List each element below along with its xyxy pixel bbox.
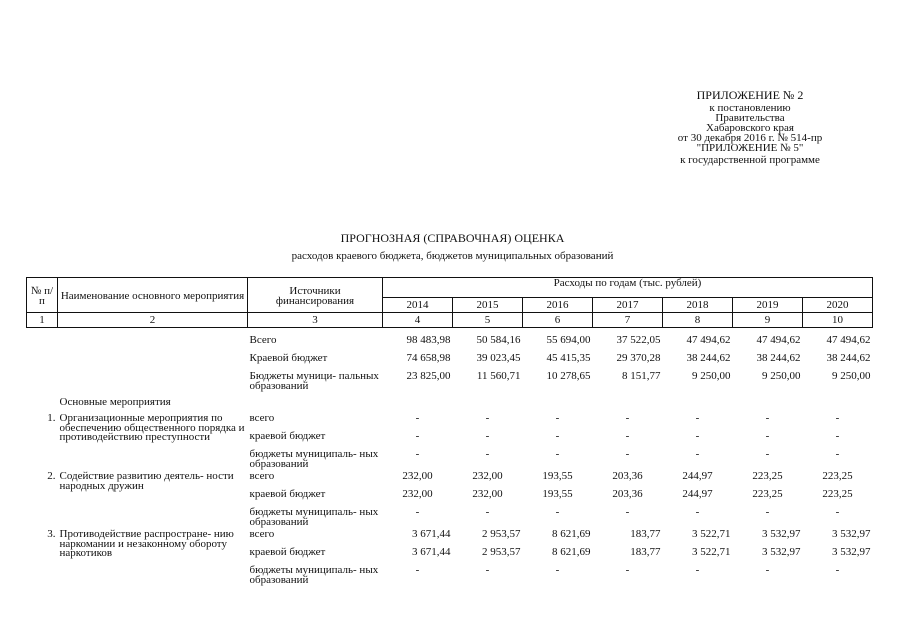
header-year: 2015 [453, 298, 523, 313]
value-cell: - [625, 448, 630, 460]
value-cell: - [765, 564, 770, 576]
value-cell: 3 532,97 [762, 528, 801, 540]
column-number: 9 [733, 313, 803, 328]
value-cell: 38 244,62 [756, 352, 801, 364]
value-cell: 232,00 [472, 470, 503, 482]
source-cell: Всего [249, 334, 277, 346]
value-cell: 223,25 [752, 488, 783, 500]
source-cell: Краевой бюджет [249, 352, 328, 364]
source-cell: всего [249, 528, 275, 540]
value-cell: - [765, 412, 770, 424]
value-cell: - [835, 448, 840, 460]
value-cell: 8 151,77 [622, 370, 661, 382]
value-cell: 45 415,35 [546, 352, 591, 364]
value-cell: 2 953,57 [482, 528, 521, 540]
value-cell: - [765, 506, 770, 518]
value-cell: - [835, 564, 840, 576]
source-cell: бюджеты муниципаль- ных образований [249, 564, 379, 586]
value-cell: 3 671,44 [412, 546, 451, 558]
value-cell: 3 532,97 [832, 546, 871, 558]
value-cell: 10 278,65 [546, 370, 591, 382]
value-cell: 203,36 [612, 470, 643, 482]
table-header [27, 278, 873, 328]
value-cell: - [625, 564, 630, 576]
value-cell: 47 494,62 [826, 334, 871, 346]
column-number: 5 [453, 313, 523, 328]
value-cell: 183,77 [630, 528, 661, 540]
table-row [27, 472, 873, 490]
appendix-line: Хабаровского края [706, 122, 794, 134]
source-cell: краевой бюджет [249, 546, 326, 558]
header-year: 2014 [383, 298, 453, 313]
value-cell: 47 494,62 [686, 334, 731, 346]
value-cell: 29 370,28 [616, 352, 661, 364]
value-cell: 3 532,97 [762, 546, 801, 558]
value-cell: 9 250,00 [692, 370, 731, 382]
source-cell: краевой бюджет [249, 488, 326, 500]
value-cell: - [765, 448, 770, 460]
column-number: 8 [663, 313, 733, 328]
value-cell: - [695, 506, 700, 518]
value-cell: - [555, 564, 560, 576]
value-cell: - [765, 430, 770, 442]
value-cell: 232,00 [402, 470, 433, 482]
value-cell: 223,25 [752, 470, 783, 482]
value-cell: 3 671,44 [412, 528, 451, 540]
value-cell: - [835, 412, 840, 424]
value-cell: 38 244,62 [686, 352, 731, 364]
header-year: 2019 [733, 298, 803, 313]
document-title: ПРОГНОЗНАЯ (СПРАВОЧНАЯ) ОЦЕНКА [340, 231, 565, 245]
value-cell: - [835, 430, 840, 442]
value-cell: 203,36 [612, 488, 643, 500]
value-cell: - [625, 506, 630, 518]
header-year: 2016 [523, 298, 593, 313]
value-cell: 47 494,62 [756, 334, 801, 346]
section-row [27, 394, 873, 414]
value-cell: 23 825,00 [406, 370, 451, 382]
column-number: 1 [27, 313, 58, 328]
column-number: 10 [803, 313, 873, 328]
source-cell: бюджеты муниципаль- ных образований [249, 506, 379, 528]
document-subtitle: расходов краевого бюджета, бюджетов муниципальных образований [291, 250, 614, 262]
value-cell: - [415, 430, 420, 442]
value-cell: 9 250,00 [832, 370, 871, 382]
value-cell: - [415, 506, 420, 518]
column-number: 7 [593, 313, 663, 328]
value-cell: 244,97 [682, 488, 713, 500]
value-cell: - [485, 430, 490, 442]
header-num: № п/п [27, 278, 58, 313]
value-cell: 3 532,97 [832, 528, 871, 540]
appendix-title: ПРИЛОЖЕНИЕ № 2 [696, 88, 804, 102]
value-cell: 232,00 [472, 488, 503, 500]
value-cell: - [695, 448, 700, 460]
appendix-line: "ПРИЛОЖЕНИЕ № 5" [696, 142, 804, 154]
value-cell: 50 584,16 [476, 334, 521, 346]
header-year: 2017 [593, 298, 663, 313]
column-number: 3 [248, 313, 383, 328]
value-cell: - [485, 448, 490, 460]
column-number: 2 [58, 313, 248, 328]
value-cell: - [415, 412, 420, 424]
value-cell: 98 483,98 [406, 334, 451, 346]
appendix-line: к государственной программе [680, 154, 820, 166]
item-name: Содействие развитию деятель- ности народных дружин [59, 470, 234, 492]
value-cell: 11 560,71 [476, 370, 521, 382]
appendix-header [600, 90, 900, 165]
source-cell: бюджеты муниципаль- ных образований [249, 448, 379, 470]
source-cell: всего [249, 412, 275, 424]
appendix-line: Правительства [715, 112, 785, 124]
item-number: 3. [47, 528, 56, 540]
value-cell: - [555, 448, 560, 460]
table-row-municipal [27, 372, 873, 394]
value-cell: - [415, 564, 420, 576]
value-cell: - [485, 506, 490, 518]
value-cell: - [695, 430, 700, 442]
value-cell: 3 522,71 [692, 528, 731, 540]
value-cell: - [555, 412, 560, 424]
header-source: Источники финансирования [248, 278, 383, 313]
value-cell: - [555, 506, 560, 518]
value-cell: - [485, 412, 490, 424]
value-cell: - [835, 506, 840, 518]
value-cell: 2 953,57 [482, 546, 521, 558]
value-cell: 74 658,98 [406, 352, 451, 364]
value-cell: 55 694,00 [546, 334, 591, 346]
value-cell: 223,25 [822, 488, 853, 500]
value-cell: - [625, 430, 630, 442]
appendix-line: от 30 декабря 2016 г. № 514-пр [677, 132, 823, 144]
item-number: 2. [47, 470, 56, 482]
value-cell: 8 621,69 [552, 528, 591, 540]
value-cell: 3 522,71 [692, 546, 731, 558]
header-year: 2018 [663, 298, 733, 313]
column-number: 4 [383, 313, 453, 328]
source-cell: краевой бюджет [249, 430, 326, 442]
appendix-line: к постановлению [709, 102, 791, 114]
value-cell: 244,97 [682, 470, 713, 482]
value-cell: 38 244,62 [826, 352, 871, 364]
value-cell: 39 023,45 [476, 352, 521, 364]
budget-table [26, 277, 873, 588]
value-cell: - [415, 448, 420, 460]
table-row [27, 414, 873, 432]
column-number: 6 [523, 313, 593, 328]
value-cell: - [695, 564, 700, 576]
value-cell: 193,55 [542, 470, 573, 482]
source-cell: Бюджеты муници- пальных образований [249, 370, 379, 392]
value-cell: 9 250,00 [762, 370, 801, 382]
item-name: Организационные мероприятия по обеспечению общественного порядка и противодействию преступности [59, 412, 245, 443]
value-cell: - [625, 412, 630, 424]
value-cell: - [695, 412, 700, 424]
value-cell: 37 522,05 [616, 334, 661, 346]
header-year: 2020 [803, 298, 873, 313]
value-cell: 8 621,69 [552, 546, 591, 558]
item-number: 1. [47, 412, 56, 424]
header-name: Наименование основного мероприятия [58, 278, 248, 313]
value-cell: 193,55 [542, 488, 573, 500]
header-expenses: Расходы по годам (тыс. рублей) [383, 278, 873, 298]
value-cell: - [555, 430, 560, 442]
item-name: Противодействие распростране- нию наркомании и незаконному обороту наркотиков [59, 528, 234, 559]
source-cell: всего [249, 470, 275, 482]
table-body [27, 336, 873, 588]
value-cell: 232,00 [402, 488, 433, 500]
section-label: Основные мероприятия [59, 396, 171, 408]
value-cell: 183,77 [630, 546, 661, 558]
value-cell: - [485, 564, 490, 576]
value-cell: 223,25 [822, 470, 853, 482]
